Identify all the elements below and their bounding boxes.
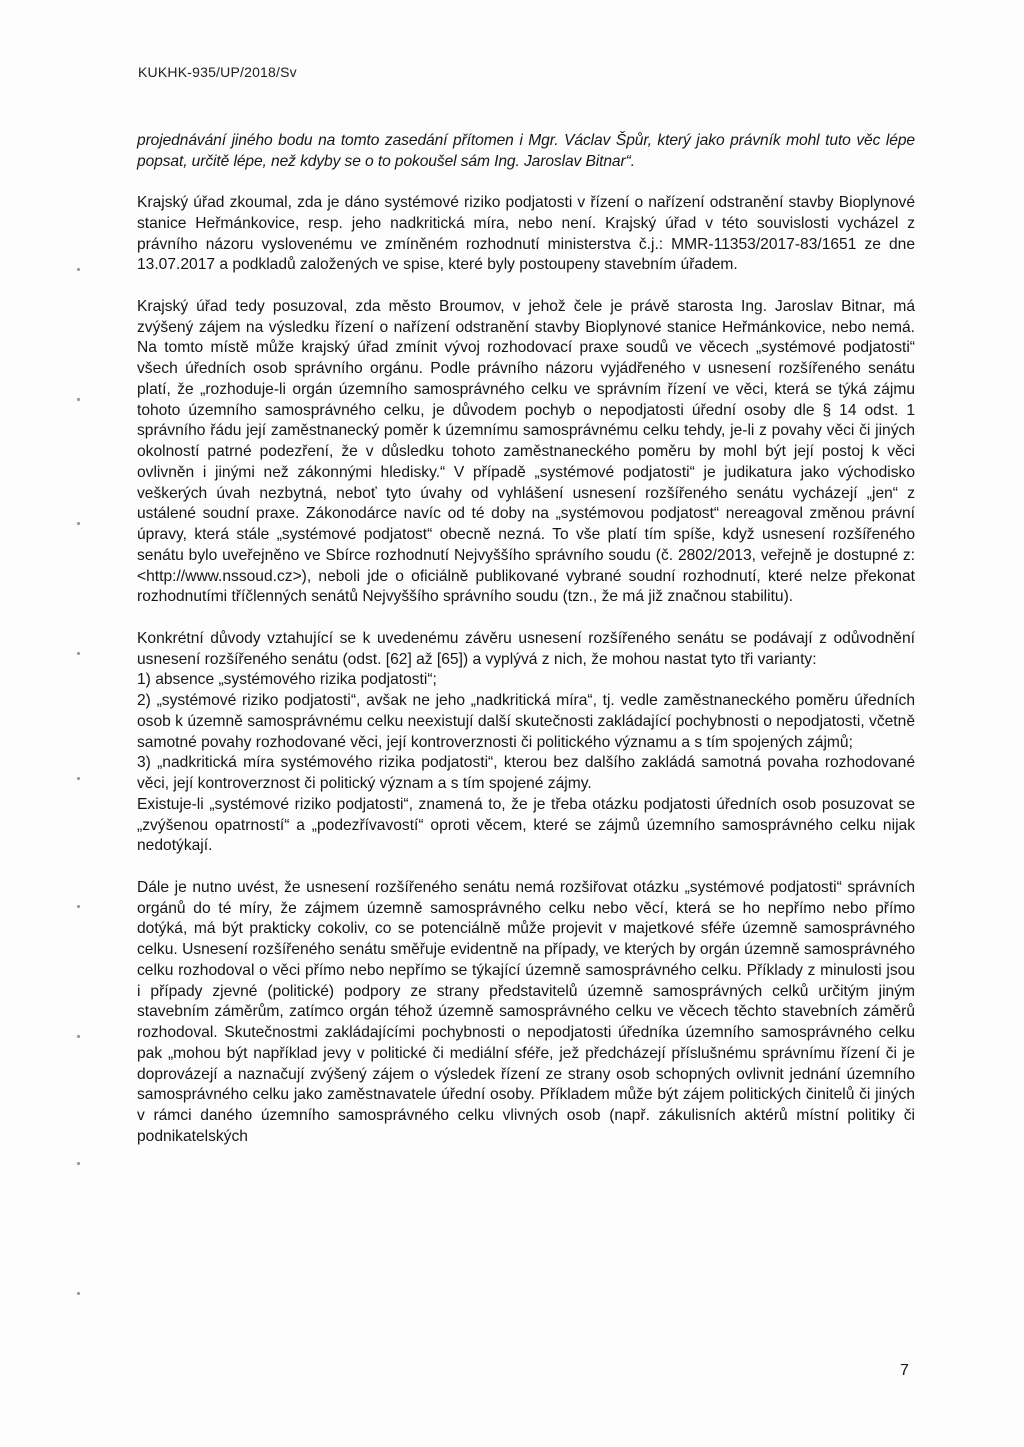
scan-margin-mark [77,1162,80,1165]
paragraph-senate-scope: Dále je nutno uvést, že usnesení rozšířeného senátu nemá rozšiřovat otázku „systémové podjatosti“ správních orgánů do té míry, že zájmem územně samosprávného celku nebo věcí, která se ho nepřímo nebo přímo dotýká, má být prakticky cokoliv, co se potenciálně může projevit v majetkové sféře územně samosprávného celku. Usnesení rozšířeného senátu směřuje evidentně na případy, ve kterých by orgán územně samosprávného celku rozhodoval o věci přímo nebo nepřímo se týkající územně samosprávného celku. Příklady z minulosti jsou i případy zjevné (politické) podpory ze strany představitelů územně samosprávných celků určitým jiným stavebním záměrům, zatímco orgán téhož územně samosprávného celku ve věcech těchto stavebních záměrů rozhodoval. Skutečnostmi zakládajícími pochybnosti o nepodjatosti úředníka územního samosprávného celku pak „mohou být například jevy v politické či mediální sféře, jež předcházejí příslušnému správnímu řízení či je doprovázejí a naznačují zvýšený zájem o výsledek řízení ze strany osob schopných ovlivnit jednání územního samosprávného celku jako zaměstnavatele úřední osoby. Příkladem může být zájem politických činitelů či jiných v rámci daného územního samosprávného celku vlivných osob (např. zákulisních aktérů místní politiky či podnikatelských [137,878,915,1145]
quoted-paragraph-end: projednávání jiného bodu na tomto zasedání přítomen i Mgr. Václav Špůr, který jako právník mohl tuto věc lépe popsat, určitě lépe, než kdyby se o to pokoušel sám Ing. Jaroslav Bitnar“. [137,132,915,170]
scan-margin-mark [77,777,80,780]
paragraph-variants-intro: Konkrétní důvody vztahující se k uvedenému závěru usnesení rozšířeného senátu se podávají z odůvodnění usnesení rozšířeného senátu (odst. [62] až [65]) a vyplývá z nich, že mohou nastat tyto tři varianty: [137,629,915,668]
list-item-variant-2: 2) „systémové riziko podjatosti“, avšak ne jeho „nadkritická míra“, tj. vedle zaměstnaneckého poměru úředních osob k územně samosprávnému celku neexistují další skutečnosti zakládající pochybnosti o nepodjatosti, včetně samotné povahy rozhodované věci, její kontroverznosti či politického významu a s tím spojených zájmů; [137,692,915,751]
list-item-variant-1: 1) absence „systémového rizika podjatosti“; [137,671,437,689]
scan-margin-mark [77,1292,80,1295]
scan-margin-mark [77,398,80,401]
scan-margin-mark [77,268,80,271]
scan-margin-mark [77,905,80,908]
scan-margin-mark [77,522,80,525]
list-item-variant-3: 3) „nadkritická míra systémového rizika podjatosti“, kterou bez dalšího zakládá samotná povaha rozhodované věci, její kontroverznost či politický význam a s tím spojené zájmy. [137,754,915,793]
document-reference-number: KUKHK-935/UP/2018/Sv [138,64,297,80]
page-number: 7 [900,1362,909,1379]
paragraph-increased-caution: Existuje-li „systémové riziko podjatosti“, znamená to, že je třeba otázku podjatosti úředních osob posuzovat se „zvýšenou opatrností“ a „podezřívavostí“ oproti věcem, které se zájmů územního samosprávného celku nijak nedotýkají. [137,795,915,855]
document-body [137,131,915,1148]
scan-margin-mark [77,1035,80,1038]
paragraph-broumov-interest: Krajský úřad tedy posuzoval, zda město Broumov, v jehož čele je právě starosta Ing. Jaroslav Bitnar, má zvýšený zájem na výsledku řízení o nařízení odstranění stavby Bioplynové stanice Heřmánkovice, nebo nemá. Na tomto místě může krajský úřad zmínit vývoj rozhodovací praxe soudů ve věcech „systémové podjatosti“ všech úředních osob správního orgánu. Podle právního názoru vyjádřeného v usnesení rozšířeného senátu platí, že „rozhoduje-li orgán územního samosprávného celku ve správním řízení ve věci, která se týká zájmu tohoto územního samosprávného celku, je důvodem pochyb o nepodjatosti úřední osoby dle § 14 odst. 1 správního řádu její zaměstnanecký poměr k územnímu samosprávnému celku tehdy, je-li z povahy věci či jiných okolností patrné podezření, že v důsledku tohoto zaměstnaneckého poměru by mohl být její postoj k věci ovlivněn i jinými než zákonnými hledisky.“ V případě „systémové podjatosti“ je judikatura jako východisko veškerých úvah nezbytná, neboť tyto úvahy od vyhlášení usnesení rozšířeného senátu vycházejí „jen“ z ustálené soudní praxe. Zákonodárce navíc od té doby na „systémovou podjatost“ nereagoval změnou právní úpravy, která stále „systémové podjatost“ obecně nezná. To vše platí tím spíše, když usnesení rozšířeného senátu bylo uveřejněno ve Sbírce rozhodnutí Nejvyššího správního soudu (č. 2802/2013, veřejně je dostupné z: <http://www.nssoud.cz>), neboli jde o oficiálně publikované vybrané soudní rozhodnutí, které nelze překonat rozhodnutími tříčlenných senátů Nejvyššího správního soudu (tzn., že má již značnou stabilitu). [137,297,915,606]
paragraph-risk-assessment: Krajský úřad zkoumal, zda je dáno systémové riziko podjatosti v řízení o nařízení odstranění stavby Bioplynové stanice Heřmánkovice, resp. jeho nadkritická míra, nebo není. Krajský úřad v této souvislosti vycházel z právního názoru vyslovenému ve zmíněném rozhodnutí ministerstva č.j.: MMR-11353/2017-83/1651 ze dne 13.07.2017 a podkladů založených ve spise, které byly postoupeny stavebním úřadem. [137,194,915,274]
scan-margin-mark [77,652,80,655]
